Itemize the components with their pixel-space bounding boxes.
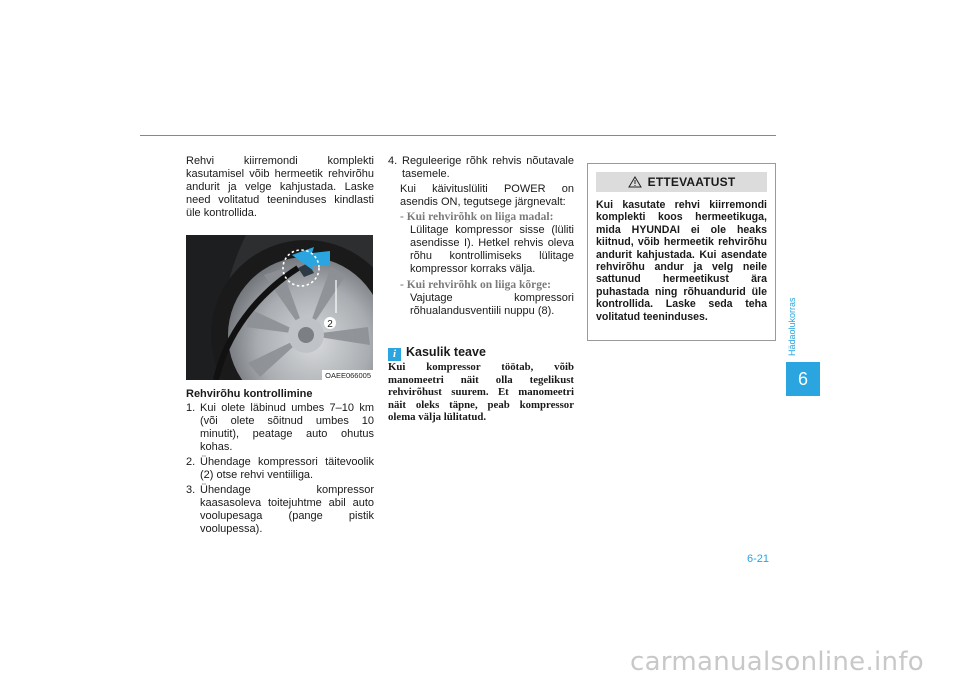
side-label — [786, 288, 798, 358]
low-pressure-text: Lülitage kompressor sisse (lüliti asendisse I). Hetkel rehvis oleva rõhu kontrollimiseks lülitage kompressor korraks välja. — [410, 224, 574, 275]
caution-header — [596, 172, 767, 192]
step-4 — [388, 155, 574, 318]
tip-heading — [388, 343, 574, 361]
low-pressure-heading: - Kui rehvirõhk on liiga madal: — [400, 211, 554, 223]
list-item: 2. Ühendage kompressori täitevoolik (2) otse rehvi ventiiliga. — [186, 456, 374, 481]
tip-title: Kasulik teave — [406, 345, 486, 359]
steps-list — [186, 402, 374, 536]
info-icon: i — [388, 348, 401, 361]
high-pressure-text: Vajutage kompressori rõhualandusventiili nuppu (8). — [410, 292, 574, 317]
watermark: carmanualsonline.info — [629, 646, 924, 677]
chapter-tab: 6 — [786, 362, 820, 396]
list-item: 3. Ühendage kompressor kaasasoleva toitejuhtme abil auto voolupesaga (pange pistik voolupessa). — [186, 484, 374, 535]
page-number: 6-21 — [747, 553, 770, 565]
caution-title: ETTEVAATUST — [647, 175, 736, 189]
caution-text: Kui kasutate rehvi kiirremondi komplekti koos hermeetikuga, mida HYUNDAI ei ole heaks kiitnud, võib hermeetik rehvirõhu andurit kahjustada. Kui asendate rehvirõhu andur ja velg neile sattunud hermeetikust ära puhastada ning rõhuandurid üle kontrollida. Laske seda teha volitatud teeninduses. — [596, 199, 767, 323]
list-item: 4. Reguleerige rõhk rehvis nõutavale tasemele. — [388, 155, 574, 180]
tip-text: Kui kompressor töötab, võib manomeetri näit olla tegelikust rehvirõhust suurem. Et manomeetri näit oleks täpne, peab kompressor olema välja lülitatud. — [388, 361, 574, 423]
svg-text:Hädaolukorras: Hädaolukorras — [787, 297, 797, 356]
tire-photo — [186, 235, 373, 380]
figure-callout: 2 — [327, 319, 333, 330]
section-title: Rehvirõhu kontrollimine — [186, 388, 313, 400]
step-4-continuation: Kui käivituslüliti POWER on asendis ON, tegutsege järgnevalt: — [400, 183, 574, 208]
caution-box — [587, 163, 776, 341]
list-item: 1. Kui olete läbinud umbes 7–10 km (või olete sõitnud umbes 10 minutit), peatage auto ohutus kohas. — [186, 402, 374, 453]
tire-figure — [186, 235, 373, 380]
figure-code: OAEE066005 — [322, 370, 373, 380]
header-rule — [140, 135, 776, 136]
intro-paragraph: Rehvi kiirremondi komplekti kasutamisel võib hermeetik rehvirõhu andurit ja velge kahjustada. Laske need volitatud teeninduses kindlasti üle kontrollida. — [186, 155, 374, 219]
high-pressure-heading: - Kui rehvirõhk on liiga kõrge: — [400, 279, 551, 291]
warning-triangle-icon — [628, 176, 642, 188]
